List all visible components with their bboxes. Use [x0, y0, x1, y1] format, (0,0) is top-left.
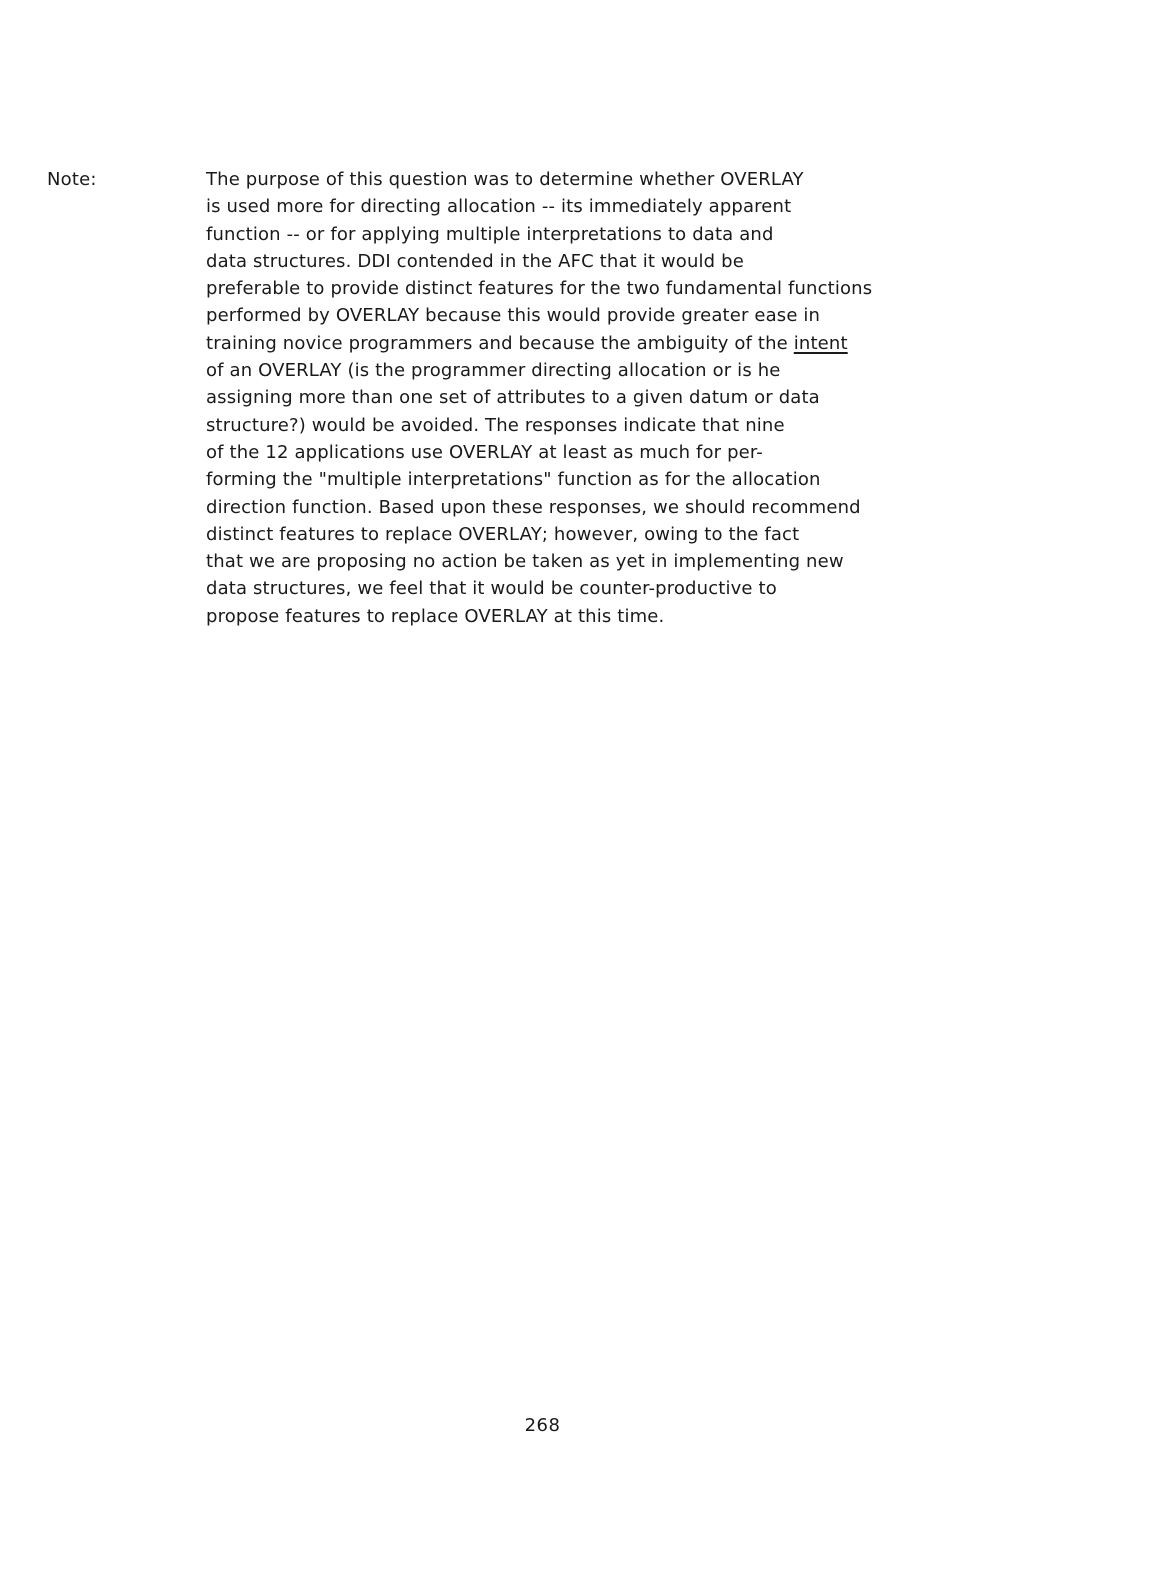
- note-paragraph: [206, 166, 966, 630]
- note-line-6: performed by OVERLAY because this would provide greater ease in: [206, 305, 821, 327]
- note-line-7-text: training novice programmers and because the ambiguity of the: [206, 332, 794, 354]
- note-line-1: The purpose of this question was to determine whether OVERLAY: [206, 169, 804, 190]
- note-line-7: [206, 330, 966, 357]
- note-line-9: assigning more than one set of attributes to a given datum or data: [206, 387, 820, 409]
- note-line-13: direction function. Based upon these responses, we should recommend: [206, 496, 861, 518]
- note-line-4: data structures. DDI contended in the AFC that it would be: [206, 250, 744, 272]
- note-label: Note:: [47, 169, 97, 190]
- note-line-11: of the 12 applications use OVERLAY at least as much for per-: [206, 441, 763, 463]
- underlined-word-intent: intent: [793, 332, 848, 354]
- page-number: 268: [524, 1415, 561, 1436]
- note-line-14: distinct features to replace OVERLAY; however, owing to the fact: [206, 523, 800, 545]
- note-line-2: is used more for directing allocation -- its immediately apparent: [206, 196, 792, 218]
- note-line-17: propose features to replace OVERLAY at this time.: [206, 605, 665, 627]
- note-line-3: function -- or for applying multiple interpretations to data and: [206, 223, 774, 245]
- note-line-15: that we are proposing no action be taken as yet in implementing new: [206, 551, 844, 573]
- note-line-16: data structures, we feel that it would be counter-productive to: [206, 578, 777, 600]
- note-line-5: preferable to provide distinct features for the two fundamental functions: [206, 278, 873, 300]
- note-line-12: forming the "multiple interpretations" function as for the allocation: [206, 469, 821, 491]
- note-line-8: of an OVERLAY (is the programmer directing allocation or is he: [206, 360, 781, 382]
- note-line-10: structure?) would be avoided. The responses indicate that nine: [206, 414, 785, 436]
